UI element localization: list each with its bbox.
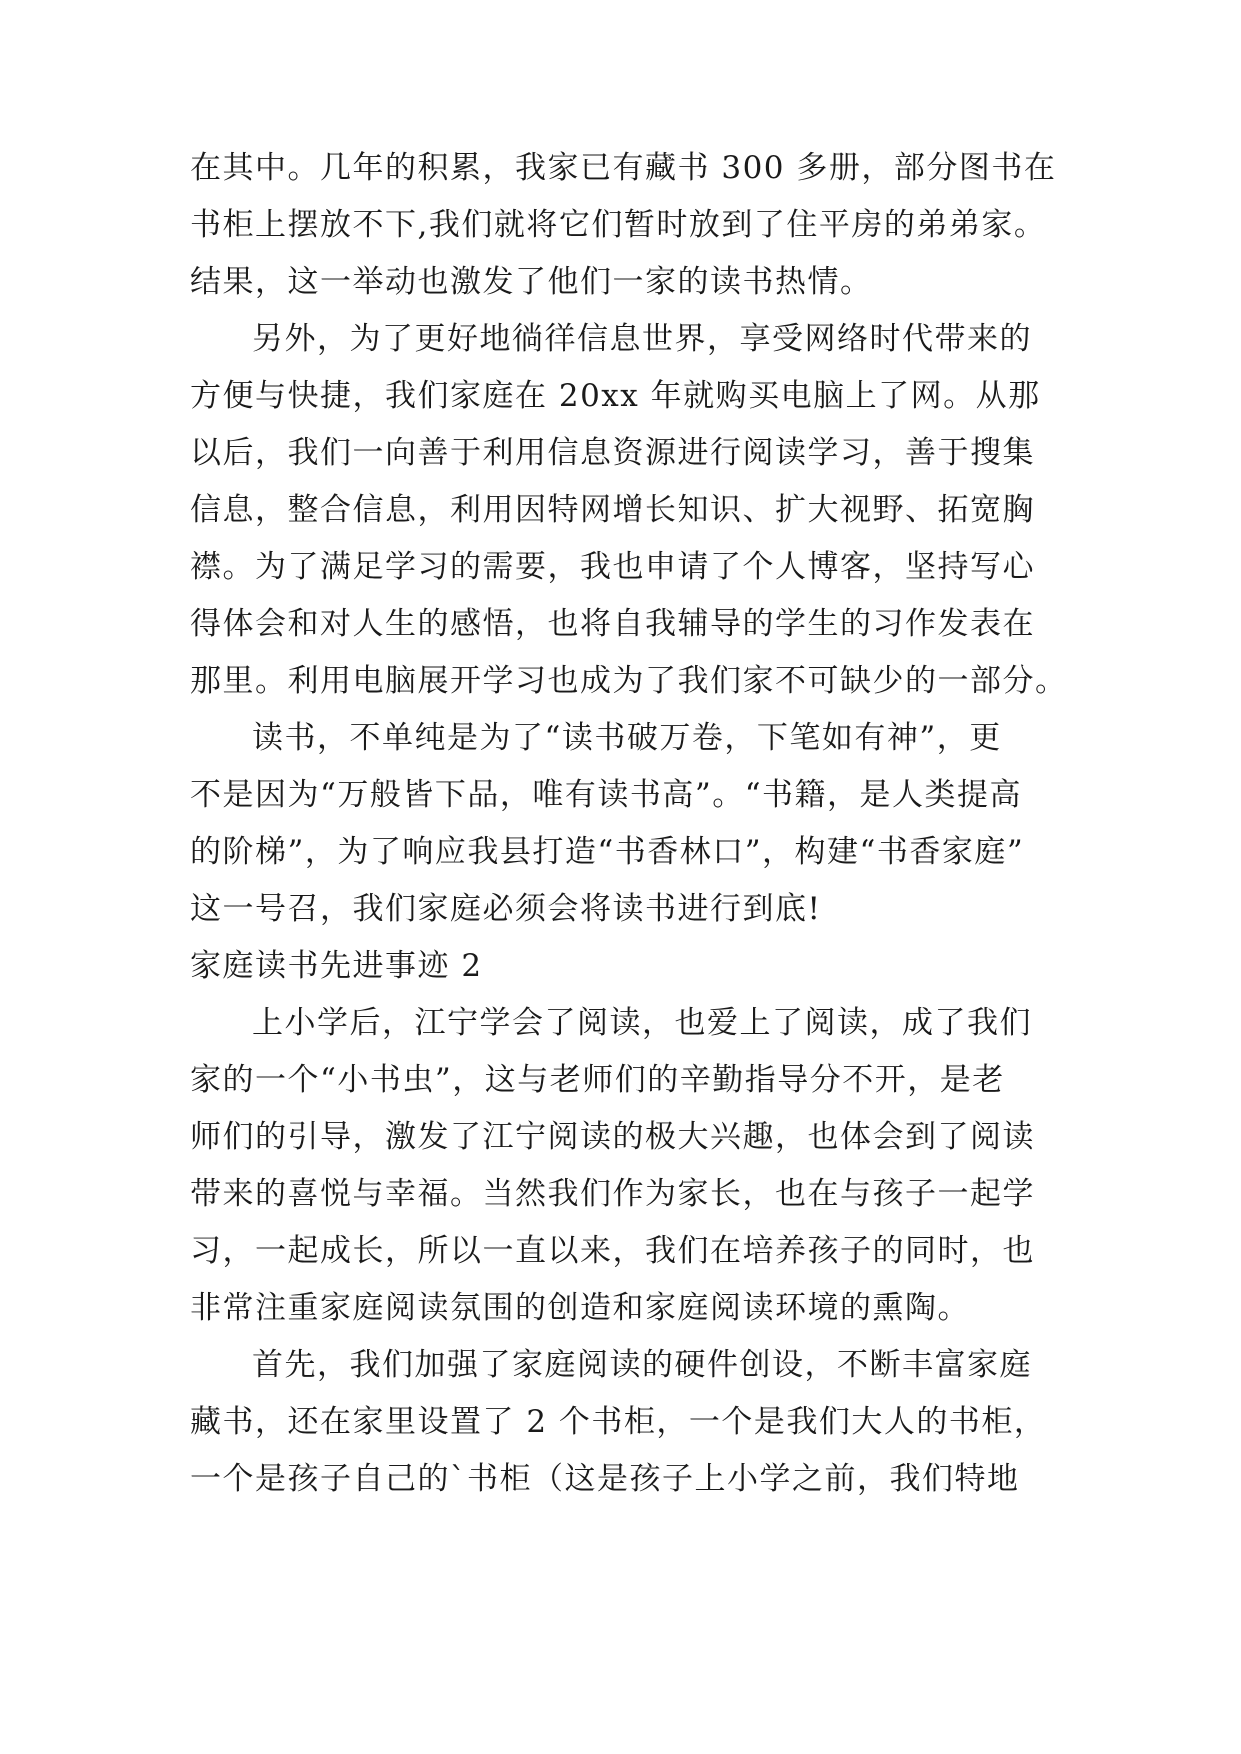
paragraph-line: 读书，不单纯是为了“读书破万卷，下笔如有神”，更 (252, 720, 1002, 756)
paragraph-line: 那里。利用电脑展开学习也成为了我们家不可缺少的一部分。 (190, 663, 1068, 699)
paragraph-line: 藏书，还在家里设置了 2 个书柜，一个是我们大人的书柜， (190, 1404, 1047, 1440)
paragraph-line: 非常注重家庭阅读氛围的创造和家庭阅读环境的熏陶。 (190, 1290, 970, 1326)
paragraph-line: 不是因为“万般皆下品，唯有读书高”。“书籍，是人类提高 (190, 777, 1023, 813)
paragraph-line: 另外，为了更好地徜徉信息世界，享受网络时代带来的 (252, 321, 1032, 357)
paragraph-line: 的阶梯”，为了响应我县打造“书香林口”，构建“书香家庭” (190, 834, 1025, 870)
paragraph-line: 得体会和对人生的感悟，也将自我辅导的学生的习作发表在 (190, 606, 1035, 642)
paragraph-line: 上小学后，江宁学会了阅读，也爱上了阅读，成了我们 (252, 1005, 1032, 1041)
paragraph-line: 方便与快捷，我们家庭在 20xx 年就购买电脑上了网。从那 (190, 378, 1041, 414)
paragraph-line: 书柜上摆放不下,我们就将它们暂时放到了住平房的弟弟家。 (190, 207, 1047, 243)
paragraph-line: 一个是孩子自己的`书柜（这是孩子上小学之前，我们特地 (190, 1461, 1020, 1497)
paragraph-line: 信息，整合信息，利用因特网增长知识、扩大视野、拓宽胸 (190, 492, 1035, 528)
paragraph-line: 带来的喜悦与幸福。当然我们作为家长，也在与孩子一起学 (190, 1176, 1035, 1212)
paragraph-line: 以后，我们一向善于利用信息资源进行阅读学习，善于搜集 (190, 435, 1035, 471)
paragraph-line: 在其中。几年的积累，我家已有藏书 300 多册，部分图书在 (190, 150, 1057, 186)
paragraph-line: 这一号召，我们家庭必须会将读书进行到底! (190, 891, 822, 927)
paragraph-line: 襟。为了满足学习的需要，我也申请了个人博客，坚持写心 (190, 549, 1035, 585)
paragraph-line: 师们的引导，激发了江宁阅读的极大兴趣，也体会到了阅读 (190, 1119, 1035, 1155)
paragraph-line: 家的一个“小书虫”，这与老师们的辛勤指导分不开，是老 (190, 1062, 1005, 1098)
paragraph-line: 首先，我们加强了家庭阅读的硬件创设，不断丰富家庭 (252, 1347, 1032, 1383)
paragraph-line: 习，一起成长，所以一直以来，我们在培养孩子的同时，也 (190, 1233, 1035, 1269)
paragraph-line: 结果，这一举动也激发了他们一家的读书热情。 (190, 264, 873, 300)
section-heading: 家庭读书先进事迹 2 (190, 948, 483, 984)
